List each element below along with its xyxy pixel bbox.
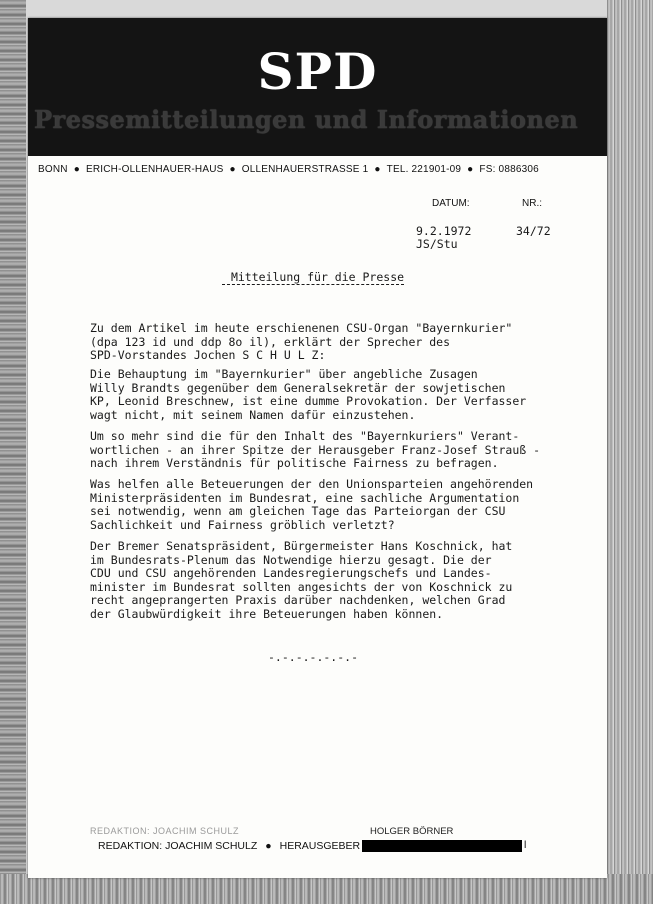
spd-logo: SPD — [257, 42, 378, 101]
paragraph-koschnick — [90, 540, 590, 622]
text-line: Ministerpräsidenten im Bundesrat, eine sachliche Argumentation — [90, 490, 520, 505]
letterhead-banner — [28, 18, 607, 156]
text-line: Zu dem Artikel im heute erschienenen CSU-Organ "Bayernkurier" — [90, 321, 513, 335]
footer-publisher-name: HOLGER BÖRNER — [370, 826, 454, 837]
text-line: im Bundesrats-Plenum das Notwendige hierzu gesagt. Die der — [90, 552, 492, 567]
number-value: 34/72 — [516, 224, 551, 238]
paragraph-intro — [90, 322, 590, 363]
date-value: 9.2.1972 — [416, 224, 472, 238]
paragraph-bundesrat — [90, 478, 590, 532]
document-page — [28, 18, 607, 878]
text-line: KP, Leonid Breschnew, ist eine dumme Provokation. Der Verfasser — [90, 394, 527, 409]
initials-value: JS/Stu — [416, 237, 458, 251]
footer-tail: l — [524, 839, 527, 851]
text-line: recht angeprangerten Praxis darüber nachdenken, welchen Grad — [90, 593, 506, 608]
address-building: ERICH-OLLENHAUER-HAUS — [85, 164, 224, 175]
text-line: Willy Brandts gegenüber dem Generalsekretär der sowjetischen — [90, 380, 506, 395]
letterhead-subtitle: Pressemitteilungen und Informationen — [34, 105, 579, 134]
number-label: NR.: — [522, 198, 542, 209]
footer-herausgeber: HERAUSGEBER — [279, 840, 361, 852]
text-line: CDU und CSU angehörenden Landesregierungschefs und Landes- — [90, 566, 492, 581]
text-line: der Glaubwürdigkeit ihre Beteuerungen haben können. — [90, 606, 444, 621]
redaction-bar — [362, 840, 522, 852]
scan-edge-right — [607, 0, 653, 904]
text-line: minister im Bundesrat sollten angesichts der von Koschnick zu — [90, 579, 513, 594]
text-line: Die Behauptung im "Bayernkurier" über angebliche Zusagen — [90, 367, 478, 381]
text-line: Was helfen alle Beteuerungen der den Unionsparteien angehörenden — [90, 477, 534, 491]
scan-edge-bottom — [0, 874, 653, 904]
date-label: DATUM: — [432, 198, 470, 209]
bullet-icon: ● — [265, 840, 272, 852]
page-title: Mitteilung für die Presse — [230, 270, 405, 284]
bullet-icon: ● — [73, 164, 80, 175]
text-line: wagt nicht, mit seinem Namen dafür einzustehen. — [90, 407, 416, 422]
address-bar — [38, 164, 598, 175]
bullet-icon: ● — [467, 164, 474, 175]
text-line: wortlichen - an ihrer Spitze der Herausgeber Franz-Josef Strauß - — [90, 442, 541, 457]
text-line: Um so mehr sind die für den Inhalt des "Bayernkuriers" Verant- — [90, 429, 520, 443]
text-line: sei notwendig, wenn am gleichen Tage das Parteiorgan der CSU — [90, 504, 506, 519]
address-phone: TEL. 221901-09 — [386, 164, 462, 175]
text-line: nach ihrem Verständnis für politische Fairness zu befragen. — [90, 456, 499, 471]
scan-edge-left — [0, 0, 26, 904]
footer-redaktion: REDAKTION: JOACHIM SCHULZ — [98, 840, 258, 852]
bullet-icon: ● — [374, 164, 381, 175]
text-line: Der Bremer Senatspräsident, Bürgermeister Hans Koschnick, hat — [90, 539, 513, 553]
address-telex: FS: 0886306 — [479, 164, 539, 175]
title-underline — [222, 284, 404, 285]
address-city: BONN — [38, 164, 68, 175]
text-line: Sachlichkeit und Fairness gröblich verletzt? — [90, 517, 395, 532]
text-line: SPD-Vorstandes Jochen S C H U L Z: — [90, 348, 326, 363]
footer-bar — [98, 840, 360, 852]
paragraph-responsibility — [90, 430, 590, 471]
end-marker: -.-.-.-.-.-.- — [268, 650, 359, 664]
bullet-icon: ● — [229, 164, 236, 175]
address-street: OLLENHAUERSTRASSE 1 — [241, 164, 369, 175]
paragraph-claim — [90, 368, 590, 422]
footer-ghost-text: REDAKTION: JOACHIM SCHULZ — [90, 826, 240, 836]
text-line: (dpa 123 id und ddp 8o il), erklärt der Sprecher des — [90, 334, 451, 349]
